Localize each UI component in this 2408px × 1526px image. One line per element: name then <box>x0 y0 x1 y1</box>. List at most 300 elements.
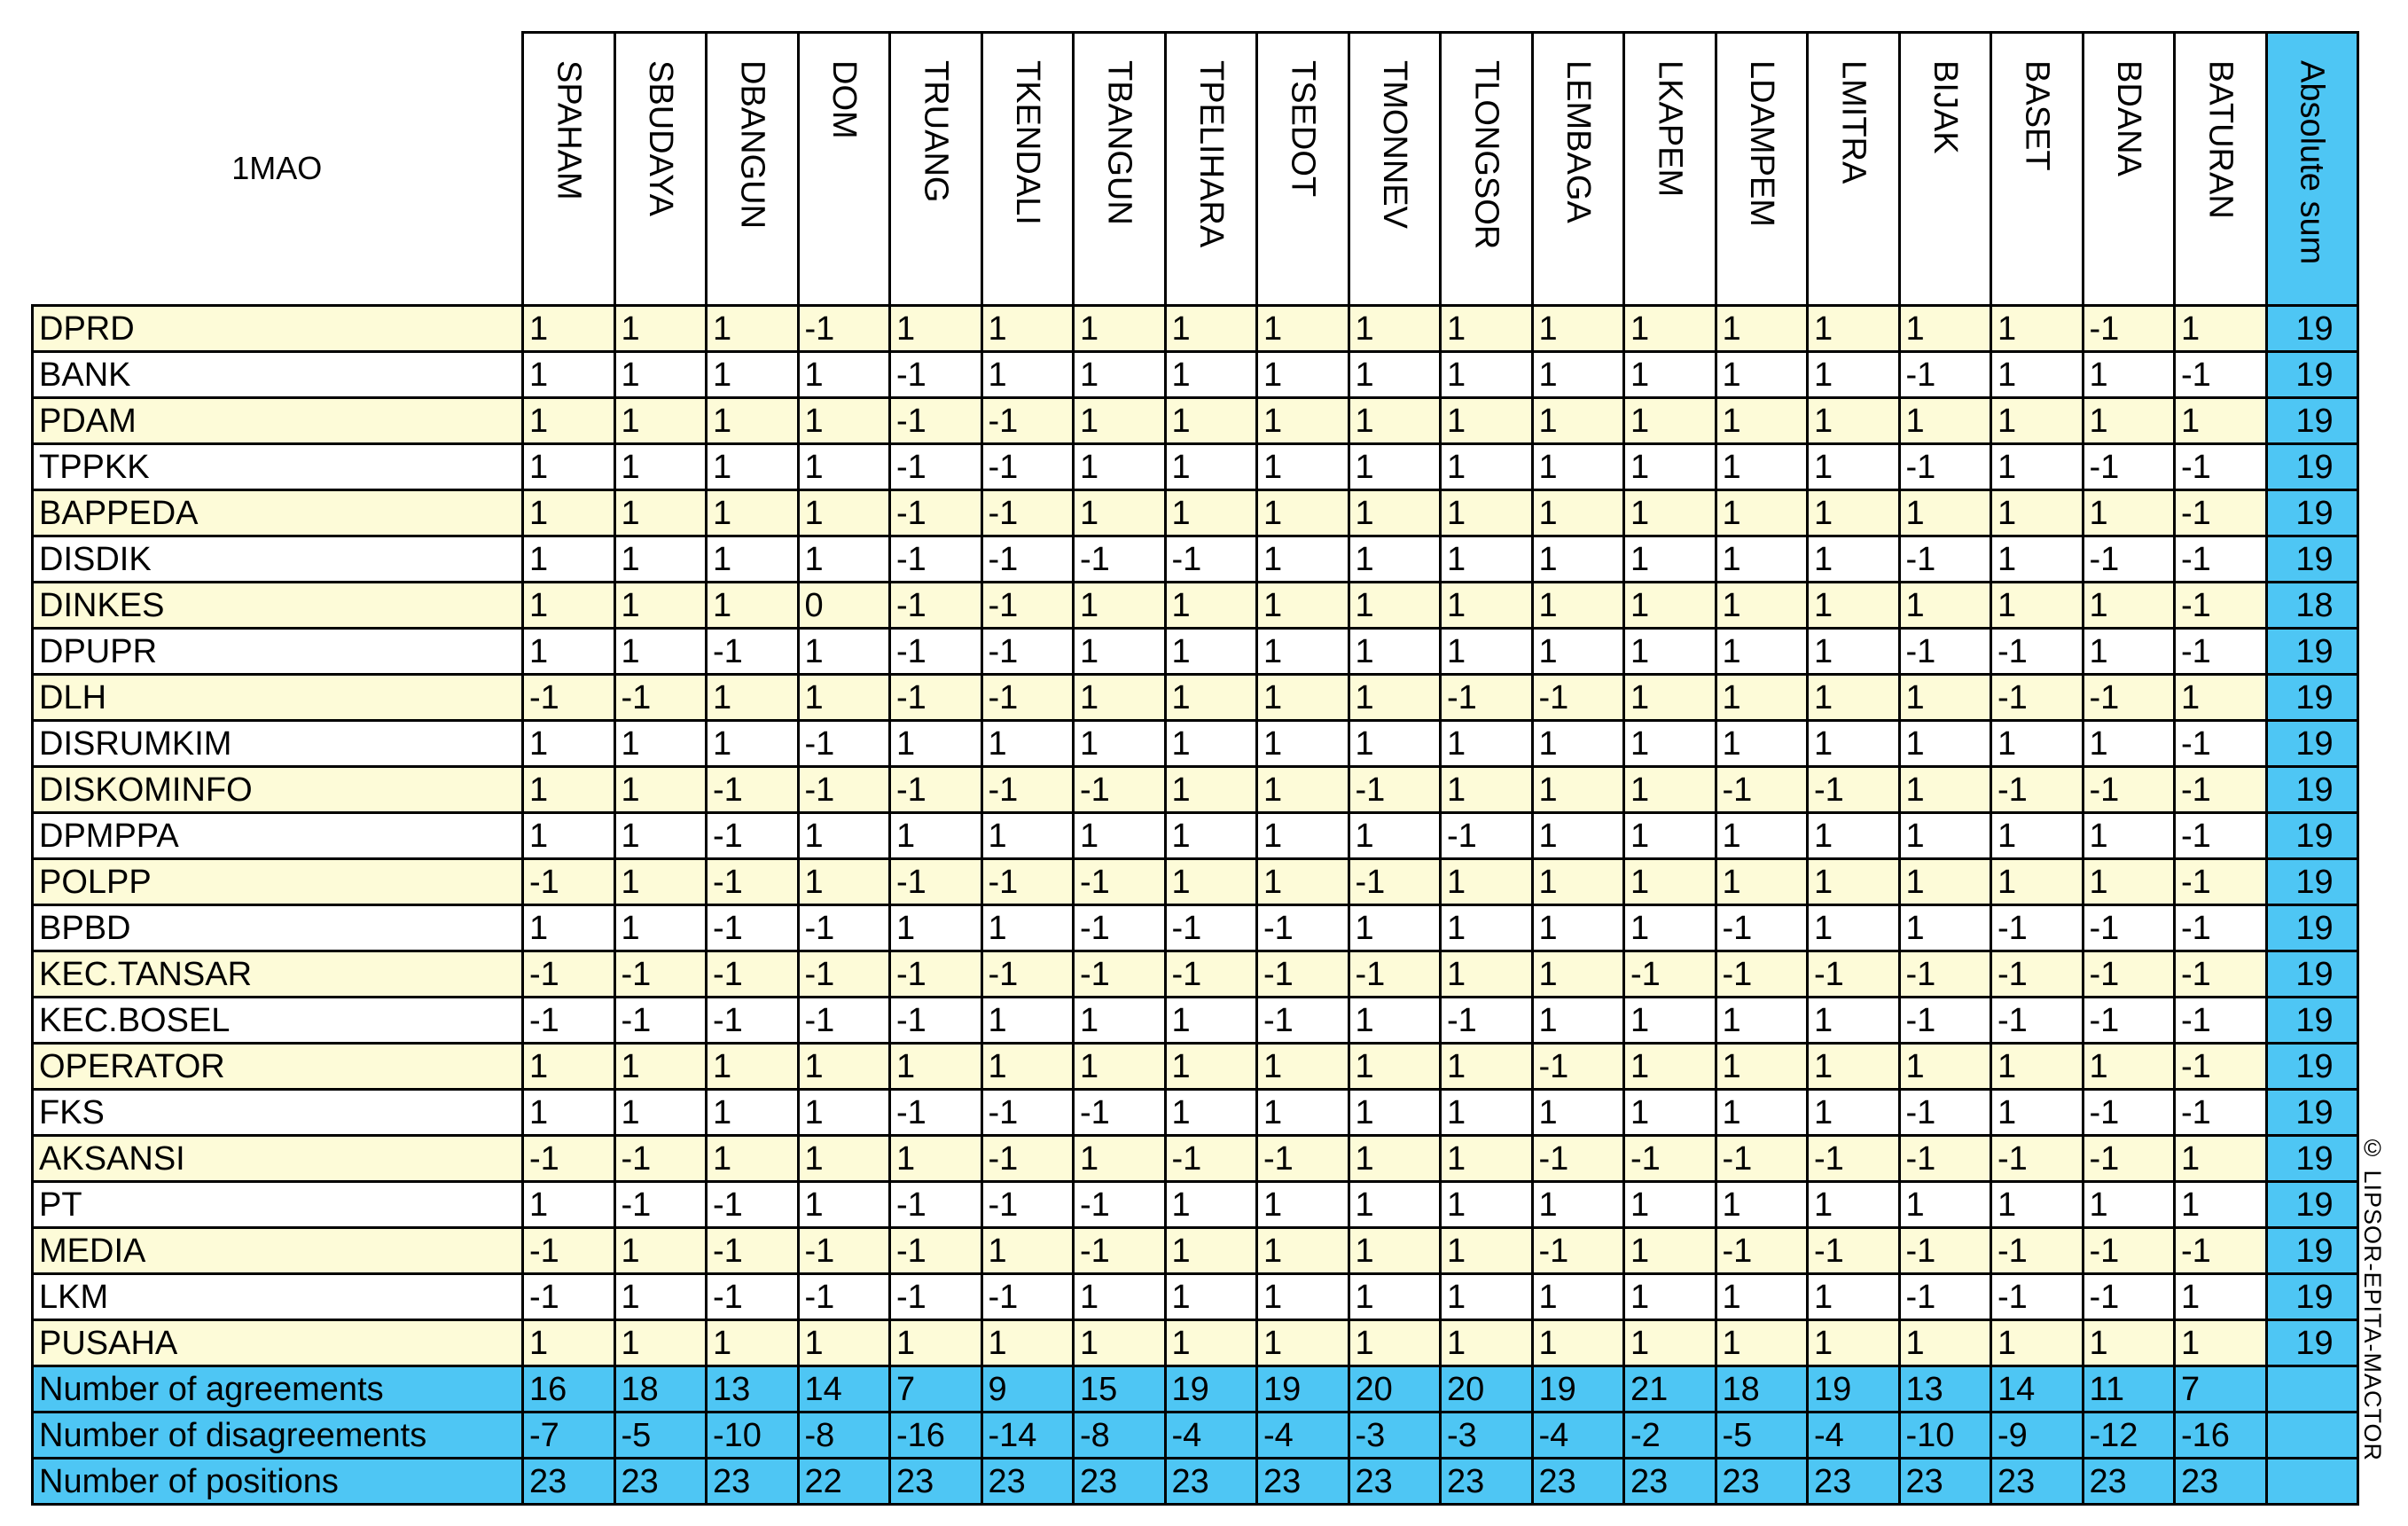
column-header-label: SBUDAYA <box>641 60 679 216</box>
column-header-label: BATURAN <box>2201 60 2240 219</box>
summary-cell: -9 <box>1991 1413 2084 1459</box>
summary-cell: 23 <box>1165 1459 1257 1505</box>
absolute-sum-cell: 19 <box>2266 444 2357 490</box>
position-cell: -1 <box>2175 951 2267 998</box>
position-cell: 1 <box>707 1320 799 1366</box>
position-cell: 1 <box>1624 1320 1716 1366</box>
absolute-sum-cell: 19 <box>2266 1228 2357 1274</box>
column-header-label: DBANGUN <box>733 60 771 230</box>
position-cell: 1 <box>1624 398 1716 444</box>
position-cell: -1 <box>707 1228 799 1274</box>
position-cell: 1 <box>1716 1090 1808 1136</box>
column-header <box>1532 33 1624 306</box>
position-cell: 1 <box>1716 1182 1808 1228</box>
position-cell: 1 <box>798 813 890 859</box>
position-cell: 1 <box>1349 1320 1441 1366</box>
position-cell: -1 <box>2083 767 2175 813</box>
position-cell: 1 <box>2083 1182 2175 1228</box>
position-cell: 1 <box>1074 721 1166 767</box>
matrix-body <box>33 306 2358 1505</box>
position-cell: 1 <box>890 1136 982 1182</box>
position-cell: 1 <box>1165 767 1257 813</box>
position-cell: -1 <box>981 398 1074 444</box>
position-cell: 1 <box>1074 675 1166 721</box>
position-cell: 1 <box>1808 306 1900 352</box>
position-cell: 1 <box>2175 675 2267 721</box>
position-cell: -1 <box>1257 951 1349 998</box>
position-cell: 1 <box>1441 1044 1533 1090</box>
position-cell: 1 <box>1991 813 2084 859</box>
absolute-sum-cell: 19 <box>2266 1274 2357 1320</box>
position-cell: 1 <box>1991 1182 2084 1228</box>
position-cell: -1 <box>1074 1090 1166 1136</box>
position-cell: -1 <box>614 1136 707 1182</box>
position-cell: 1 <box>707 675 799 721</box>
position-cell: -1 <box>1991 998 2084 1044</box>
position-cell: 1 <box>981 998 1074 1044</box>
position-cell: 1 <box>1441 306 1533 352</box>
position-cell: 1 <box>1532 951 1624 998</box>
position-cell: 1 <box>798 444 890 490</box>
absolute-sum-cell: 19 <box>2266 767 2357 813</box>
summary-label: Number of positions <box>33 1459 523 1505</box>
summary-cell: 23 <box>1257 1459 1349 1505</box>
summary-cell: 23 <box>2175 1459 2267 1505</box>
summary-cell: 23 <box>1899 1459 1991 1505</box>
position-cell: -1 <box>1716 905 1808 951</box>
position-cell: 1 <box>1349 583 1441 629</box>
position-cell: 1 <box>1349 444 1441 490</box>
position-cell: 1 <box>981 905 1074 951</box>
position-cell: 1 <box>1716 813 1808 859</box>
actor-row <box>33 352 2358 398</box>
position-cell: 1 <box>1716 1274 1808 1320</box>
position-cell: 1 <box>1349 1136 1441 1182</box>
position-cell: 1 <box>1624 675 1716 721</box>
position-cell: 1 <box>1808 1274 1900 1320</box>
position-cell: -1 <box>890 490 982 536</box>
position-cell: 1 <box>1899 490 1991 536</box>
position-cell: 1 <box>707 721 799 767</box>
position-cell: 1 <box>2083 1044 2175 1090</box>
position-cell: -1 <box>707 1182 799 1228</box>
position-cell: 1 <box>1624 306 1716 352</box>
position-cell: 1 <box>1349 490 1441 536</box>
column-header <box>1808 33 1900 306</box>
actor-row <box>33 629 2358 675</box>
column-header-label: BIJAK <box>1926 60 1964 154</box>
position-cell: 1 <box>1441 444 1533 490</box>
summary-row <box>33 1413 2358 1459</box>
position-cell: 1 <box>798 675 890 721</box>
position-cell: 1 <box>1991 721 2084 767</box>
position-cell: -1 <box>2175 1090 2267 1136</box>
position-cell: -1 <box>890 1274 982 1320</box>
summary-cell: 20 <box>1441 1366 1533 1413</box>
position-cell: 1 <box>1349 1274 1441 1320</box>
position-cell: 1 <box>1349 536 1441 583</box>
actor-row <box>33 536 2358 583</box>
position-cell: -1 <box>1074 536 1166 583</box>
position-cell: 1 <box>1165 583 1257 629</box>
position-cell: -1 <box>1074 1182 1166 1228</box>
summary-empty-cell <box>2266 1413 2357 1459</box>
position-cell: 1 <box>1257 444 1349 490</box>
position-cell: 1 <box>1808 1182 1900 1228</box>
column-header-label: LDAMPEM <box>1742 60 1780 227</box>
column-header-label: TKENDALI <box>1008 60 1046 225</box>
position-cell: -1 <box>2175 721 2267 767</box>
position-cell: 1 <box>1441 1090 1533 1136</box>
position-cell: 1 <box>798 629 890 675</box>
position-cell: -1 <box>1899 998 1991 1044</box>
position-cell: -1 <box>2083 998 2175 1044</box>
position-cell: 1 <box>1441 721 1533 767</box>
summary-cell: 23 <box>1624 1459 1716 1505</box>
actor-row <box>33 444 2358 490</box>
position-cell: 1 <box>1165 1044 1257 1090</box>
position-cell: 1 <box>1349 721 1441 767</box>
position-cell: 1 <box>523 444 615 490</box>
position-cell: 1 <box>614 306 707 352</box>
position-cell: 1 <box>1257 398 1349 444</box>
actor-row <box>33 951 2358 998</box>
position-cell: 1 <box>1074 398 1166 444</box>
position-cell: -1 <box>523 951 615 998</box>
position-cell: 1 <box>614 721 707 767</box>
position-cell: -1 <box>1074 767 1166 813</box>
position-cell: 1 <box>1624 536 1716 583</box>
actor-row <box>33 490 2358 536</box>
position-cell: 1 <box>1716 398 1808 444</box>
absolute-sum-cell: 18 <box>2266 583 2357 629</box>
actor-label: LKM <box>33 1274 523 1320</box>
position-cell: -1 <box>1899 1274 1991 1320</box>
position-cell: 1 <box>1441 1320 1533 1366</box>
position-cell: -1 <box>2083 1090 2175 1136</box>
position-cell: 1 <box>1074 998 1166 1044</box>
column-header <box>1716 33 1808 306</box>
position-cell: -1 <box>981 444 1074 490</box>
actor-label: POLPP <box>33 859 523 905</box>
position-cell: 1 <box>2175 398 2267 444</box>
position-cell: -1 <box>1074 859 1166 905</box>
position-cell: 1 <box>1074 444 1166 490</box>
position-cell: 1 <box>1257 1274 1349 1320</box>
absolute-sum-cell: 19 <box>2266 352 2357 398</box>
actor-label: DPUPR <box>33 629 523 675</box>
header-row <box>33 33 2358 306</box>
position-cell: 1 <box>707 1136 799 1182</box>
position-cell: -1 <box>2175 905 2267 951</box>
position-cell: -1 <box>707 629 799 675</box>
position-cell: -1 <box>1991 675 2084 721</box>
position-cell: 1 <box>614 536 707 583</box>
position-cell: -1 <box>2175 767 2267 813</box>
position-cell: 1 <box>1349 629 1441 675</box>
position-cell: 1 <box>1074 306 1166 352</box>
absolute-sum-cell: 19 <box>2266 998 2357 1044</box>
column-header-label: SPAHAM <box>550 60 588 200</box>
position-cell: -1 <box>890 444 982 490</box>
actor-label: OPERATOR <box>33 1044 523 1090</box>
position-cell: -1 <box>1074 1228 1166 1274</box>
position-cell: 1 <box>1716 306 1808 352</box>
actor-row <box>33 1274 2358 1320</box>
summary-cell: 7 <box>2175 1366 2267 1413</box>
position-cell: -1 <box>1165 951 1257 998</box>
column-header <box>1441 33 1533 306</box>
position-cell: -1 <box>1991 629 2084 675</box>
position-cell: 1 <box>1532 767 1624 813</box>
position-cell: 1 <box>1532 444 1624 490</box>
actor-row <box>33 721 2358 767</box>
position-cell: -1 <box>2083 905 2175 951</box>
position-cell: 1 <box>1257 1320 1349 1366</box>
position-cell: 1 <box>1899 721 1991 767</box>
position-cell: 1 <box>1991 444 2084 490</box>
position-cell: 1 <box>1532 905 1624 951</box>
position-cell: -1 <box>1532 675 1624 721</box>
column-header <box>2083 33 2175 306</box>
summary-cell: 19 <box>1165 1366 1257 1413</box>
position-cell: 1 <box>1808 352 1900 398</box>
actor-label: BPBD <box>33 905 523 951</box>
position-cell: -1 <box>1899 1228 1991 1274</box>
position-cell: -1 <box>1716 767 1808 813</box>
position-cell: 1 <box>1716 490 1808 536</box>
position-cell: -1 <box>981 1274 1074 1320</box>
position-cell: -1 <box>1257 905 1349 951</box>
position-cell: 1 <box>1991 536 2084 583</box>
summary-cell: -7 <box>523 1413 615 1459</box>
summary-cell: 23 <box>890 1459 982 1505</box>
position-cell: -1 <box>2083 536 2175 583</box>
position-cell: 1 <box>1899 398 1991 444</box>
position-cell: 1 <box>1257 306 1349 352</box>
position-cell: 1 <box>1349 905 1441 951</box>
actor-label: FKS <box>33 1090 523 1136</box>
position-cell: -1 <box>981 1090 1074 1136</box>
summary-cell: -5 <box>1716 1413 1808 1459</box>
summary-cell: 23 <box>1074 1459 1166 1505</box>
actor-row <box>33 998 2358 1044</box>
summary-cell: 23 <box>614 1459 707 1505</box>
summary-cell: -10 <box>1899 1413 1991 1459</box>
position-cell: 1 <box>1532 306 1624 352</box>
position-cell: 1 <box>1257 1090 1349 1136</box>
summary-cell: -4 <box>1165 1413 1257 1459</box>
absolute-sum-cell: 19 <box>2266 1320 2357 1366</box>
summary-cell: 23 <box>1349 1459 1441 1505</box>
position-cell: 1 <box>981 721 1074 767</box>
position-cell: 1 <box>1257 675 1349 721</box>
position-cell: 1 <box>1899 1044 1991 1090</box>
position-cell: -1 <box>2083 1136 2175 1182</box>
column-header <box>798 33 890 306</box>
position-cell: -1 <box>890 629 982 675</box>
position-cell: -1 <box>1808 767 1900 813</box>
column-header <box>1624 33 1716 306</box>
position-cell: -1 <box>1257 998 1349 1044</box>
actor-row <box>33 859 2358 905</box>
summary-cell: -5 <box>614 1413 707 1459</box>
position-cell: -1 <box>1808 951 1900 998</box>
absolute-sum-cell: 19 <box>2266 813 2357 859</box>
position-cell: 1 <box>1624 1044 1716 1090</box>
summary-cell: -4 <box>1808 1413 1900 1459</box>
position-cell: 1 <box>1899 859 1991 905</box>
position-cell: 1 <box>1257 583 1349 629</box>
position-cell: -1 <box>981 490 1074 536</box>
actor-label: KEC.BOSEL <box>33 998 523 1044</box>
absolute-sum-cell: 19 <box>2266 398 2357 444</box>
position-cell: 1 <box>2083 813 2175 859</box>
position-cell: 1 <box>1899 905 1991 951</box>
position-cell: 1 <box>1808 905 1900 951</box>
position-cell: 1 <box>1899 583 1991 629</box>
position-cell: 1 <box>1808 1320 1900 1366</box>
position-cell: 1 <box>1624 1228 1716 1274</box>
absolute-sum-cell: 19 <box>2266 306 2357 352</box>
summary-cell: -3 <box>1441 1413 1533 1459</box>
position-cell: -1 <box>2083 675 2175 721</box>
position-cell: 1 <box>1349 1228 1441 1274</box>
actor-label: BANK <box>33 352 523 398</box>
summary-cell: 19 <box>1532 1366 1624 1413</box>
position-cell: 1 <box>523 767 615 813</box>
position-cell: -1 <box>890 767 982 813</box>
position-cell: 1 <box>1808 859 1900 905</box>
position-cell: 1 <box>1074 1320 1166 1366</box>
position-cell: 1 <box>523 1182 615 1228</box>
position-cell: 1 <box>614 1228 707 1274</box>
corner-title: 1MAO <box>231 149 323 186</box>
position-cell: 1 <box>707 352 799 398</box>
position-cell: 1 <box>523 398 615 444</box>
position-cell: 1 <box>798 1044 890 1090</box>
column-header <box>2175 33 2267 306</box>
position-cell: 1 <box>1716 444 1808 490</box>
position-cell: 1 <box>1532 1320 1624 1366</box>
position-cell: 1 <box>1074 629 1166 675</box>
absolute-sum-cell: 19 <box>2266 721 2357 767</box>
position-cell: 1 <box>1991 398 2084 444</box>
actor-label: MEDIA <box>33 1228 523 1274</box>
position-cell: -1 <box>523 675 615 721</box>
position-cell: -1 <box>523 998 615 1044</box>
absolute-sum-cell: 19 <box>2266 951 2357 998</box>
actor-row <box>33 1182 2358 1228</box>
column-header <box>890 33 982 306</box>
position-cell: 1 <box>614 629 707 675</box>
position-cell: 1 <box>1441 905 1533 951</box>
position-cell: -1 <box>798 1274 890 1320</box>
actor-label: DISKOMINFO <box>33 767 523 813</box>
position-cell: 1 <box>1165 675 1257 721</box>
position-cell: -1 <box>1349 859 1441 905</box>
summary-cell: -10 <box>707 1413 799 1459</box>
position-cell: 1 <box>707 398 799 444</box>
position-cell: -1 <box>2175 536 2267 583</box>
column-header <box>1899 33 1991 306</box>
summary-cell: 7 <box>890 1366 982 1413</box>
position-cell: 1 <box>707 490 799 536</box>
position-cell: 1 <box>1165 1320 1257 1366</box>
actor-row <box>33 1044 2358 1090</box>
position-cell: 1 <box>523 352 615 398</box>
summary-cell: 23 <box>523 1459 615 1505</box>
summary-cell: -8 <box>798 1413 890 1459</box>
position-cell: 1 <box>1808 998 1900 1044</box>
position-cell: 1 <box>1074 1044 1166 1090</box>
position-cell: -1 <box>614 1182 707 1228</box>
summary-cell: 14 <box>798 1366 890 1413</box>
position-cell: -1 <box>890 859 982 905</box>
position-cell: 1 <box>1257 767 1349 813</box>
position-cell: 1 <box>1441 859 1533 905</box>
position-cell: 1 <box>2083 352 2175 398</box>
position-cell: 1 <box>1532 490 1624 536</box>
position-cell: 1 <box>1532 1182 1624 1228</box>
summary-cell: 23 <box>981 1459 1074 1505</box>
summary-cell: 19 <box>1808 1366 1900 1413</box>
position-cell: 1 <box>1899 767 1991 813</box>
summary-cell: -4 <box>1257 1413 1349 1459</box>
column-header-label: TMONNEV <box>1375 60 1413 229</box>
position-cell: -1 <box>707 998 799 1044</box>
position-cell: 1 <box>1808 675 1900 721</box>
position-cell: 1 <box>981 813 1074 859</box>
position-cell: 1 <box>890 306 982 352</box>
position-cell: 1 <box>523 629 615 675</box>
mao-matrix-table <box>31 31 2359 1506</box>
actor-row <box>33 583 2358 629</box>
position-cell: -1 <box>981 675 1074 721</box>
summary-cell: -14 <box>981 1413 1074 1459</box>
position-cell: -1 <box>1441 675 1533 721</box>
position-cell: 1 <box>523 813 615 859</box>
position-cell: 1 <box>1716 721 1808 767</box>
summary-cell: 20 <box>1349 1366 1441 1413</box>
actor-label: KEC.TANSAR <box>33 951 523 998</box>
absolute-sum-header-label: Absolute sum <box>2293 60 2331 265</box>
absolute-sum-cell: 19 <box>2266 859 2357 905</box>
position-cell: 1 <box>614 767 707 813</box>
summary-cell: 13 <box>1899 1366 1991 1413</box>
position-cell: 1 <box>1716 536 1808 583</box>
position-cell: 1 <box>798 1136 890 1182</box>
position-cell: -1 <box>2083 1228 2175 1274</box>
column-header <box>1349 33 1441 306</box>
column-header-label: TBANGUN <box>1100 60 1138 225</box>
position-cell: 1 <box>1716 675 1808 721</box>
summary-row <box>33 1459 2358 1505</box>
position-cell: 1 <box>2175 306 2267 352</box>
position-cell: 1 <box>1165 306 1257 352</box>
position-cell: 1 <box>1441 1274 1533 1320</box>
position-cell: 1 <box>981 1320 1074 1366</box>
position-cell: 1 <box>2175 1274 2267 1320</box>
position-cell: 1 <box>2083 721 2175 767</box>
position-cell: 1 <box>1716 1320 1808 1366</box>
position-cell: 1 <box>1991 352 2084 398</box>
absolute-sum-cell: 19 <box>2266 536 2357 583</box>
position-cell: -1 <box>890 1182 982 1228</box>
position-cell: -1 <box>1532 1044 1624 1090</box>
position-cell: 1 <box>1257 490 1349 536</box>
position-cell: -1 <box>1716 1228 1808 1274</box>
